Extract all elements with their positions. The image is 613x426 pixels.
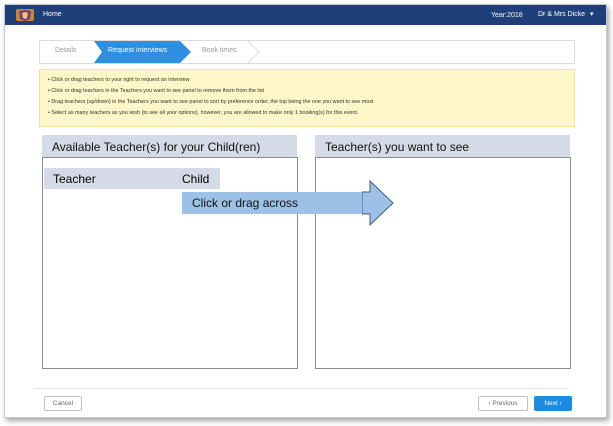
year-label: Year:2018 [491, 12, 523, 19]
footer-divider [34, 388, 568, 389]
chevron-down-icon[interactable]: ▾ [590, 11, 594, 18]
available-teachers-header [42, 135, 297, 157]
instruction-line: • Click or drag teachers in the Teachers you want to see panel to remove them from the list [48, 88, 264, 94]
column-teacher: Teacher [53, 172, 96, 186]
arrow-right-icon [362, 180, 396, 226]
drag-hint-text: Click or drag across [192, 196, 299, 210]
wanted-teachers-title: Teacher(s) you want to see [325, 140, 470, 154]
step-request-interviews-label: Request interviews [108, 47, 168, 54]
user-menu[interactable]: Dr & Mrs Dicke [538, 11, 586, 18]
column-child: Child [182, 172, 210, 186]
instruction-line: • Select as many teachers as you wish (to see all your options), however, you are allowed to make only 1 booking(s) for this event. [48, 110, 359, 116]
instruction-line: • Drag teachers (up/down) in the Teachers you want to see panel to sort by preference order, the top being the one you want to see most [48, 99, 373, 105]
school-crest-icon[interactable] [15, 7, 35, 23]
step-book-times[interactable]: Book times [202, 47, 237, 54]
available-teachers-title: Available Teacher(s) for your Child(ren) [52, 140, 261, 154]
instruction-line: • Click or drag teachers to your right to request an interview [48, 77, 190, 83]
step-details[interactable]: Details [55, 47, 77, 54]
step-chevron-icon [248, 41, 260, 63]
previous-button[interactable]: ‹ Previous [478, 396, 528, 411]
home-link[interactable]: Home [43, 11, 62, 18]
teacher-child-column-header [44, 168, 220, 189]
step-request-interviews[interactable] [94, 41, 191, 63]
drag-hint-callout [182, 192, 362, 214]
wizard-steps [39, 40, 575, 64]
cancel-button[interactable]: Cancel [44, 396, 82, 411]
next-button[interactable]: Next › [534, 396, 572, 411]
top-bar [5, 5, 606, 25]
instructions-box [39, 69, 575, 127]
wanted-teachers-panel[interactable] [315, 157, 571, 369]
wanted-teachers-header [315, 135, 570, 157]
